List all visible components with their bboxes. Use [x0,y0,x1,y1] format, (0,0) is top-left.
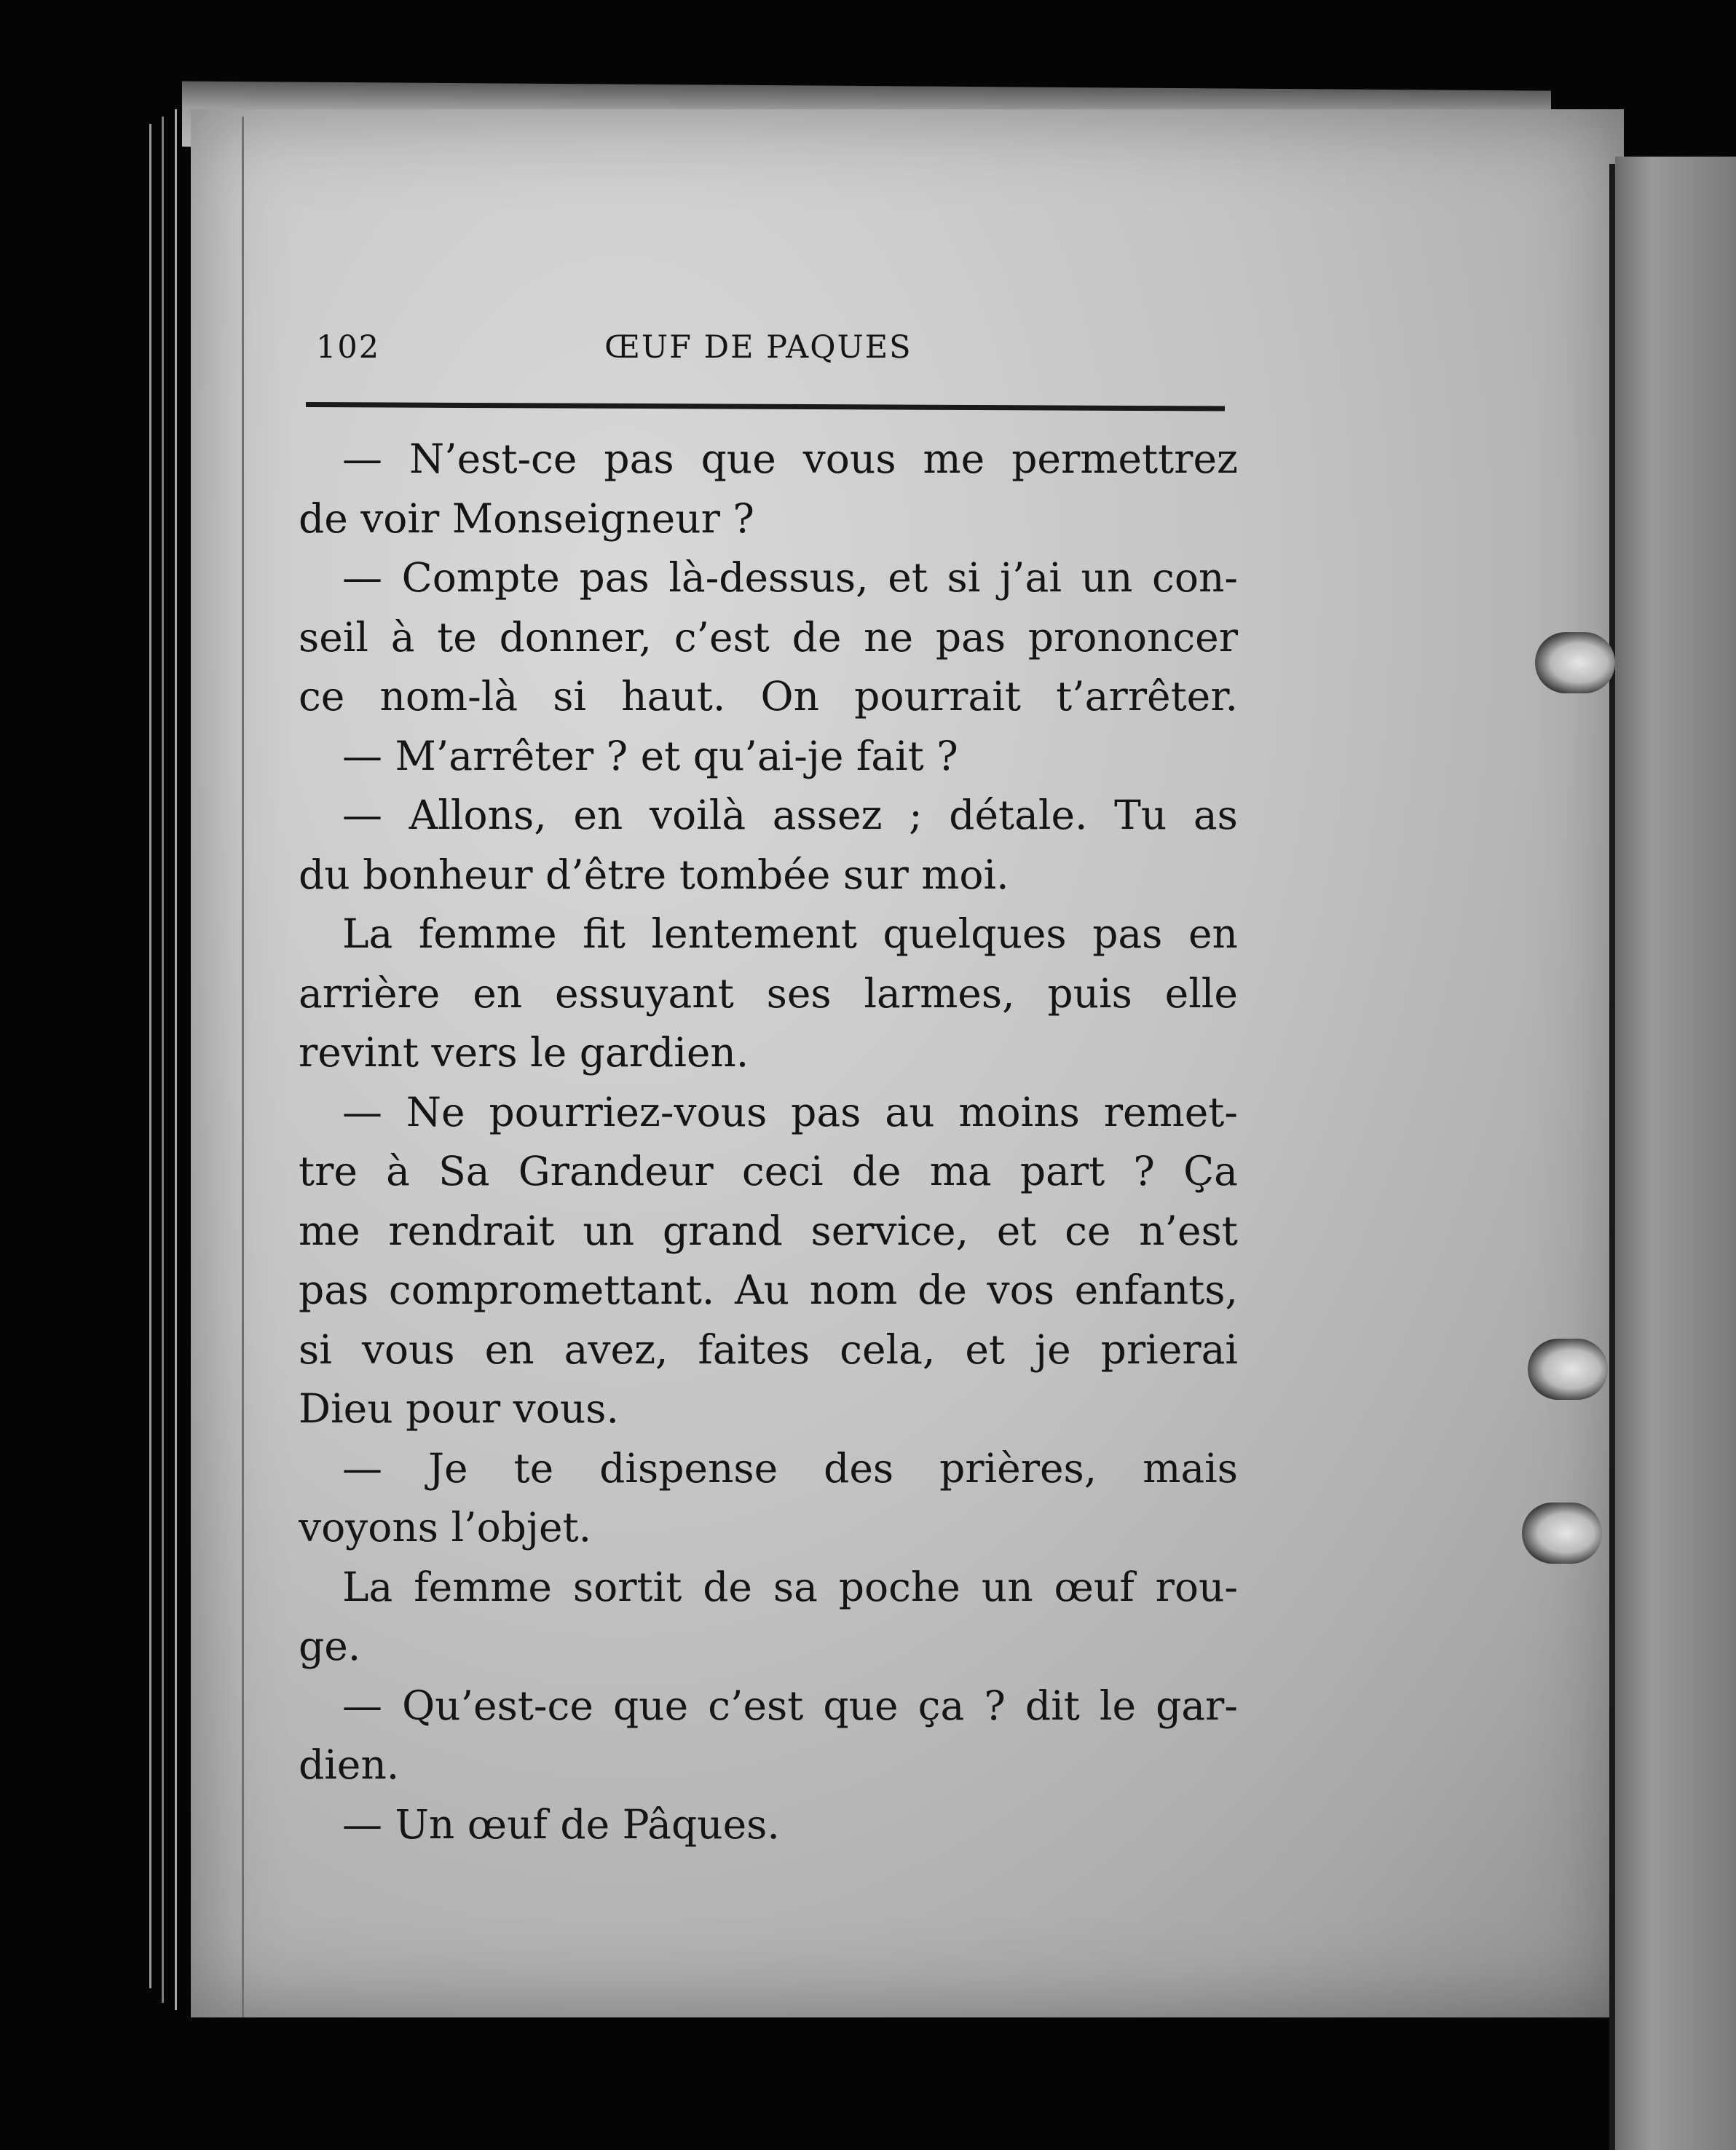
binding-hole [1528,1339,1608,1400]
page-border-line [242,117,244,2017]
text-line: arrière en essuyant ses larmes, puis elle [299,969,1238,1017]
page-number: 102 [316,329,381,366]
running-head [313,329,1216,373]
text-line: si vous en avez, faites cela, et je prierai [299,1326,1238,1373]
text-line: me rendrait un grand service, et ce n’est [299,1207,1238,1254]
text-line: ge. [299,1623,361,1669]
text-line: — Ne pourriez-vous pas au moins remet- [342,1088,1238,1135]
text-line: dien. [299,1741,400,1788]
text-line: de voir Monseigneur ? [299,495,754,542]
text-line: — Compte pas là-dessus, et si j’ai un con- [342,554,1238,601]
text-line: La femme sortit de sa poche un œuf rou- [342,1563,1238,1610]
text-line: revint vers le gardien. [299,1029,749,1076]
text-line: La femme fit lentement quelques pas en [342,910,1238,957]
text-line: seil à te donner, c’est de ne pas prononcer [299,613,1238,661]
text-line: — Je te dispense des prières, mais [342,1444,1238,1492]
binding-hole [1535,632,1615,693]
text-line: ce nom-là si haut. On pourrait t’arrêter. [299,673,1238,720]
text-line: — Un œuf de Pâques. [342,1800,780,1848]
binding-hole [1522,1503,1602,1564]
text-line: — Qu’est-ce que c’est que ça ? dit le gar- [342,1682,1238,1729]
body-text [299,430,1238,1854]
text-line: — Allons, en voilà assez ; détale. Tu as [342,792,1238,838]
adjacent-page [1615,157,1736,2150]
text-line: du bonheur d’être tombée sur moi. [299,851,1009,898]
page-edge [149,124,151,1988]
text-line: — N’est-ce pas que vous me permettrez [342,436,1238,482]
running-title: ŒUF DE PAQUES [604,329,912,366]
page-edge [162,117,164,2003]
text-line: tre à Sa Grandeur ceci de ma part ? Ça [299,1148,1238,1194]
text-line: voyons l’objet. [299,1504,592,1551]
text-line: — M’arrêter ? et qu’ai-je fait ? [342,732,958,779]
text-line: pas compromettant. Au nom de vos enfants, [299,1267,1238,1313]
page-edge [175,109,177,2010]
book-spine [1609,164,1615,2150]
text-line: Dieu pour vous. [299,1385,619,1432]
